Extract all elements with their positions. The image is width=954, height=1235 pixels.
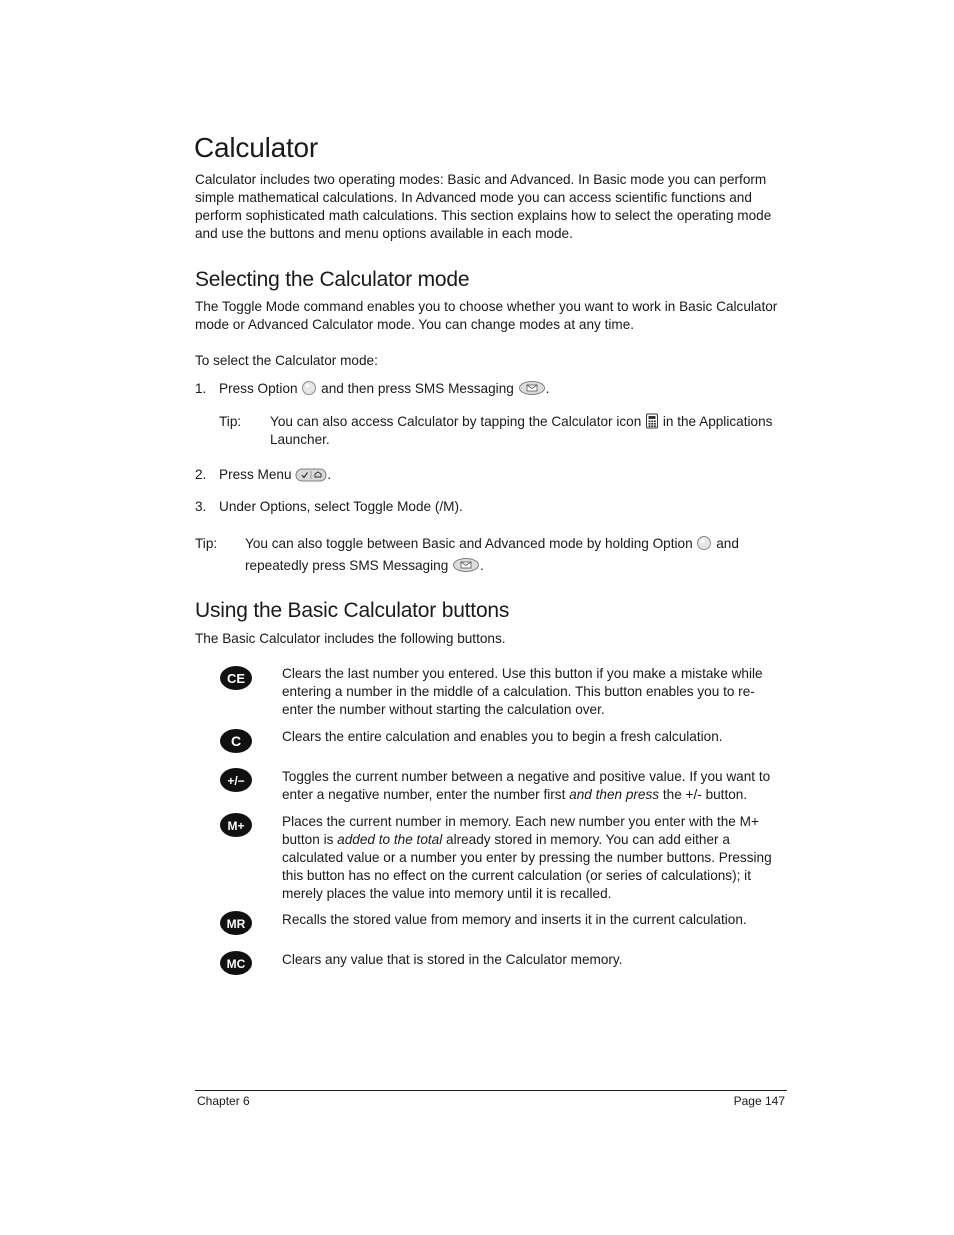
m-plus-description-line: this button has no effect on the current calculation (or series of calculations); it	[282, 868, 751, 883]
page-title: Calculator	[194, 132, 319, 163]
m-plus-description-line: merely places the value into memory until it is recalled.	[282, 886, 612, 901]
m-plus-description-line: calculated value or a number you enter by pressing the number buttons. Pressing	[282, 850, 772, 865]
tip-2-text-c: repeatedly press SMS Messaging	[245, 558, 449, 573]
step-1-number: 1.	[195, 381, 207, 396]
plus-minus-description-line: Toggles the current number between a negative and positive value. If you want to	[282, 769, 771, 784]
ce-description	[282, 665, 782, 719]
sms-messaging-key-icon	[518, 380, 546, 396]
tip-2-label: Tip:	[195, 536, 218, 551]
footer-chapter: Chapter 6	[197, 1094, 250, 1108]
sms-messaging-key-icon	[452, 557, 480, 573]
intro-paragraph: Calculator includes two operating modes: Basic and Advanced. In Basic mode you can perform simple mathematical calculations. In Advanced mode you can access scientific functions and perform sophisticated math calculations. This section explains how to select the operating mode and use the buttons and menu options available in each mode.	[195, 172, 772, 241]
tip-2-text-b: and	[716, 536, 739, 551]
c-description: Clears the entire calculation and enables you to begin a fresh calculation.	[282, 729, 723, 744]
mr-description: Recalls the stored value from memory and inserts it in the current calculation.	[282, 912, 747, 927]
tip-1-text-a: You can also access Calculator by tapping the Calculator icon	[270, 414, 642, 429]
tip-2-line-2	[245, 557, 484, 575]
ce-button-label: CE	[226, 671, 246, 686]
step-2-text-a: Press Menu	[219, 467, 292, 482]
option-key-icon	[301, 380, 317, 396]
step-1-period: .	[545, 381, 550, 396]
text-run: button is	[282, 832, 338, 847]
tip-1-line-1	[270, 413, 772, 431]
mc-description: Clears any value that is stored in the Calculator memory.	[282, 952, 623, 967]
section-heading-basic-buttons: Using the Basic Calculator buttons	[195, 599, 510, 622]
ce-description-line: entering a number in the middle of a calculation. This button enables you to re-	[282, 684, 755, 699]
c-button-label: C	[230, 733, 242, 749]
step-2-period: .	[327, 467, 332, 482]
plus-minus-description-line	[282, 786, 782, 804]
procedure-title: To select the Calculator mode:	[195, 353, 378, 368]
emphasis-text: added to the total	[337, 832, 443, 847]
section-heading-selecting-mode: Selecting the Calculator mode	[195, 268, 470, 291]
m-plus-description-line: Places the current number in memory. Each new number you enter with the M+	[282, 814, 759, 829]
tip-2-period: .	[480, 558, 484, 573]
c-button-icon	[219, 728, 253, 754]
m-plus-button-label: M+	[227, 819, 245, 833]
m-plus-description-line	[282, 831, 782, 849]
ce-description-line: Clears the last number you entered. Use this button if you make a mistake while	[282, 666, 763, 681]
step-1-text-b: and then press SMS Messaging	[321, 381, 514, 396]
step-2-number: 2.	[195, 467, 207, 482]
step-3-text: Under Options, select Toggle Mode (/M).	[219, 499, 463, 514]
tip-2-text-a: You can also toggle between Basic and Advanced mode by holding Option	[245, 536, 693, 551]
option-key-icon	[696, 535, 712, 551]
menu-key-icon	[295, 468, 327, 482]
plus-minus-button-icon	[219, 767, 253, 793]
step-2	[219, 466, 331, 484]
step-1-text-a: Press Option	[219, 381, 298, 396]
section1-paragraph: The Toggle Mode command enables you to choose whether you want to work in Basic Calculator mode or Advanced Calculator mode. You can change modes at any time.	[195, 299, 778, 332]
calculator-app-icon	[645, 413, 659, 429]
tip-1-line-2: Launcher.	[270, 432, 330, 447]
mr-button-icon	[219, 910, 253, 936]
plus-minus-description	[282, 768, 782, 804]
step-1	[219, 380, 549, 398]
text-run: already stored in memory. You can add either a	[442, 832, 730, 847]
m-plus-description	[282, 813, 782, 903]
tip-1-label: Tip:	[219, 414, 242, 429]
text-run: the +/- button.	[659, 787, 748, 802]
m-plus-button-icon	[219, 812, 253, 838]
mr-button-label: MR	[226, 917, 246, 931]
footer-divider	[195, 1090, 787, 1091]
plus-minus-button-label: +/−	[227, 774, 245, 788]
ce-button-icon	[219, 665, 253, 691]
section2-paragraph: The Basic Calculator includes the following buttons.	[195, 631, 506, 646]
text-run: enter a negative number, enter the number first	[282, 787, 570, 802]
tip-2-line-1	[245, 535, 739, 553]
mc-button-icon	[219, 950, 253, 976]
footer-page-number: Page 147	[733, 1094, 785, 1108]
ce-description-line: enter the number without starting the calculation over.	[282, 702, 605, 717]
step-3-number: 3.	[195, 499, 207, 514]
tip-1-text-b: in the Applications	[662, 414, 773, 429]
emphasis-text: and then press	[569, 787, 660, 802]
mc-button-label: MC	[226, 957, 246, 971]
